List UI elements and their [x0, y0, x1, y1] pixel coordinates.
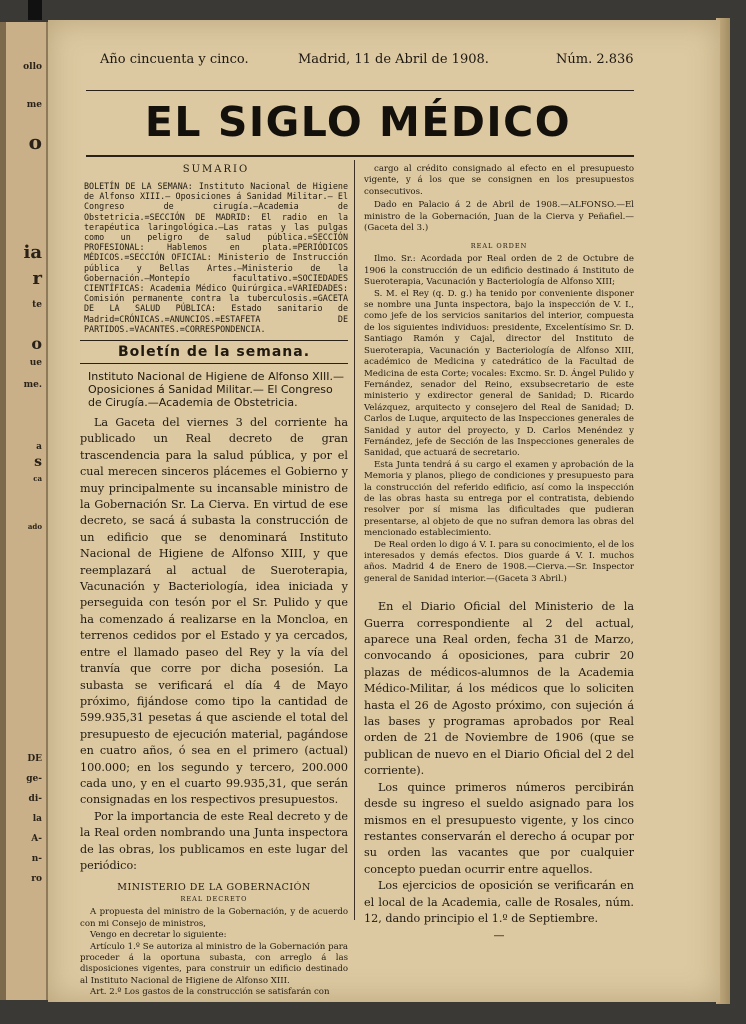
- sumario-heading: SUMARIO: [182, 164, 250, 175]
- fragment-text: n-: [31, 854, 42, 864]
- fragment-text: ca: [33, 474, 42, 483]
- oposiciones-paragraph: En el Diario Oficial del Ministerio de la Guerra correspondiente al 2 del actual, aparece una Real orden, fecha 31 de Marzo, convocando á oposiciones, para cubrir 20 plazas de médicos-alumnos de la Academia Médico-Militar, á los médicos que lo soliciten hasta el 26 de Agosto próximo, con sujeción á las bases y programas aprobados por Real orden de 21 de Noviembre de 1906 (que se publican de nuevo en el Diario Oficial del 2 del corriente).: [364, 600, 634, 778]
- column-divider: [354, 160, 355, 920]
- orden-paragraph: De Real orden lo digo á V. I. para su conocimiento, el de los interesados y demás efectos. Dios guarde á V. I. muchos años. Madrid 4 de Enero de 1908.—Cierva.—Sr. Inspector general de Sanidad interior.—(Gaceta 3 Abril.): [364, 539, 634, 584]
- decree-paragraph: A propuesta del ministro de la Gobernación, y de acuerdo con mi Consejo de ministros,: [80, 907, 348, 929]
- fragment-text: o: [28, 130, 42, 154]
- previous-page-fragment: [0, 22, 48, 1000]
- masthead-title: EL SIGLO MÉDICO: [144, 98, 572, 146]
- right-column: [364, 164, 634, 942]
- oposiciones-paragraph: Los quince primeros números percibirán desde su ingreso el sueldo asignado para los mismos en el presupuesto vigente, y los cinco restantes conservarán el derecho á ocupar por su orden las vacantes que por cualquier concepto puedan ocurrir entre aquellos.: [364, 780, 634, 876]
- fragment-text: te: [32, 300, 42, 310]
- decree-signature: Dado en Palacio á 2 de Abril de 1908.—ALFONSO.—El ministro de la Gobernación, Juan de la Cierva y Peñafiel.—(Gaceta del 3.): [364, 200, 634, 234]
- fragment-text: me.: [23, 380, 42, 390]
- decree-continuation: cargo al crédito consignado al efecto en el presupuesto vigente, y á los que se consignen en los presupuestos consecutivos.: [364, 164, 634, 197]
- decree-paragraph: Vengo en decretar lo siguiente:: [90, 930, 227, 941]
- orden-paragraph: Ilmo. Sr.: Acordada por Real orden de 2 de Octubre de 1906 la construcción de un edificio destinado á Instituto de Sueroterapia, Vacunación y Bacteriología de Alfonso XIII;: [364, 254, 634, 288]
- fragment-text: ro: [31, 874, 42, 884]
- boletin-subhead: Instituto Nacional de Higiene de Alfonso XIII.—Oposiciones á Sanidad Militar.— El Congreso de Cirugía.—Academia de Obstetricia.: [88, 370, 344, 409]
- boletin-title: Boletín de la semana.: [80, 340, 348, 364]
- sumario-text: BOLETÍN DE LA SEMANA: Instituto Nacional de Higiene de Alfonso XIII.— Oposiciones á Sanidad Militar.— El Congreso de cirugía.—Academia de Obstetricia.=SECCIÓN DE MADRID: El radio en la terapéutica laringológica.—Las ratas y las pulgas como un peligro de salud pública.=SECCIÓN PROFESIONAL: Hablemos en plata.=PERIÓDICOS MÉDICOS.=SECCIÓN OFICIAL: Ministerio de Instrucción pública y Bellas Artes.—Ministerio de la Gobernación.—Montepío facultativo.=SOCIEDADES CIENTÍFICAS: Academia Médico Quirúrgica.=VARIEDADES: Comisión permanente contra la tuberculosis.=GACETA DE LA SALUD PÚBLICA: Estado sanitario de Madrid=CRÓNICAS.=ANUNCIOS.=ESTAFETA DE PARTIDOS.=VACANTES.=CORRESPONDENCIA.: [84, 181, 348, 334]
- real-decreto-heading: REAL DECRETO: [180, 895, 248, 904]
- end-mark: —: [493, 929, 505, 943]
- issue-date: Madrid, 11 de Abril de 1908.: [298, 52, 489, 67]
- boletin-paragraph: La Gaceta del viernes 3 del corriente ha publicado un Real decreto de gran trascendencia para la salud pública, y por el cual merecen sinceros plácemes el Gobierno y muy principalmente su incansable ministro de la Gobernación Sr. La Cierva. En virtud de ese decreto, se sacá á subasta la construcción de un edificio que se denominará Instituto Nacional de Higiene de Alfonso XIII, y que reemplazará al actual de Sueroterapia, Vacunación y Bacteriología, idea iniciada y perseguida con tesón por el Sr. Pulido y que ha comenzado á realizarse en la Moncloa, en terrenos cedidos por el Estado y ya cercados, entre el llamado paseo del Rey y la vía del tranvía que corre por dicha posesión. La subasta se verificará el día 4 de Mayo próximo, fijándose como tipo la cantidad de 599.935,31 pesetas á que asciende el total del presupuesto de ejecución material, pagándose en cuatro años, ó sea en el primero (actual) 100.000; en los segundo y tercero, 200.000 cada uno, y en el cuarto 99.935,31, que serán consignadas en los respectivos presupuestos.: [80, 416, 348, 807]
- header-rule: [86, 90, 634, 91]
- decree-paragraph: Art. 2.º Los gastos de la construcción se satisfarán con: [90, 987, 330, 998]
- binder-clip: [28, 0, 42, 20]
- fragment-text: me: [26, 100, 42, 110]
- fragment-text: ia: [23, 242, 42, 263]
- ministerio-heading: MINISTERIO DE LA GOBERNACIÓN: [117, 882, 311, 894]
- issue-number: Núm. 2.836: [556, 52, 634, 67]
- fragment-text: A-: [31, 834, 42, 844]
- masthead-rule: [86, 155, 634, 157]
- fragment-text: DE: [27, 754, 42, 764]
- left-column: [84, 164, 348, 334]
- fragment-text: la: [32, 814, 42, 824]
- volume-year: Año cincuenta y cinco.: [100, 52, 249, 67]
- fragment-text: s: [34, 454, 42, 470]
- boletin-paragraph: Por la importancia de este Real decreto y de la Real orden nombrando una Junta inspectora de las obras, los publicamos en este lugar del periódico:: [80, 809, 348, 872]
- binding-edge: [0, 22, 6, 1000]
- orden-paragraph: Esta Junta tendrá á su cargo el examen y aprobación de la Memoria y planos, pliego de condiciones y presupuesto para la construcción del referido edificio, así como la inspección de las obras hasta su entrega por el contratista, debiendo resolver por sí misma las dificultades que pudieran presentarse, al objeto de que no sufran demora las obras del mencionado establecimiento.: [364, 459, 634, 539]
- fragment-text: o: [31, 334, 42, 353]
- boletin-column: [80, 340, 348, 999]
- fragment-text: di-: [28, 794, 42, 804]
- real-orden-heading: REAL ORDEN: [470, 242, 528, 251]
- fragment-text: ue: [29, 358, 42, 368]
- fragment-text: a: [36, 442, 42, 452]
- fragment-text: ge-: [26, 774, 42, 784]
- fragment-text: ollo: [23, 62, 42, 72]
- fragment-text: ado: [27, 522, 42, 531]
- fragment-text: r: [32, 268, 42, 289]
- orden-paragraph: S. M. el Rey (q. D. g.) ha tenido por conveniente disponer se nombre una Junta inspectora, bajo la inspección de V. I., como jefe de los servicios sanitarios del interior, compuesta de los siguientes individuos: presidente, Excelentísimo Sr. D. Santiago Ramón y Cajal, director del Instituto de Sueroterapia, Vacunación y Bacteriología de Alfonso XIII, académico de Medicina y catedrático de la Facultad de Medicina de esta Corte; vocales: Excmo. Sr. D. Ángel Pulido y Fernández, senador del Reino, exsubsecretario de este ministerio y exdirector general de Sanidad; D. Ricardo Velázquez, arquitecto y consejero del Real de Sanidad; D. Carlos de Luque, arquitecto de las Inspecciones generales de Sanidad y autor del proyecto, y D. Carlos Menéndez y Fernández, jefe de Sección de las Inspecciones generales de Sanidad, que actuará de secretario.: [364, 288, 634, 459]
- decree-paragraph: Artículo 1.º Se autoriza al ministro de la Gobernación para proceder á la oportuna subasta, con arreglo á las disposiciones vigentes, para construir un edificio destinado al Instituto Nacional de Higiene de Alfonso XIII.: [80, 941, 348, 986]
- oposiciones-paragraph: Los ejercicios de oposición se verificarán en el local de la Academia, calle de Rosales, núm. 12, dando principio el 1.º de Septiembre.: [364, 879, 634, 925]
